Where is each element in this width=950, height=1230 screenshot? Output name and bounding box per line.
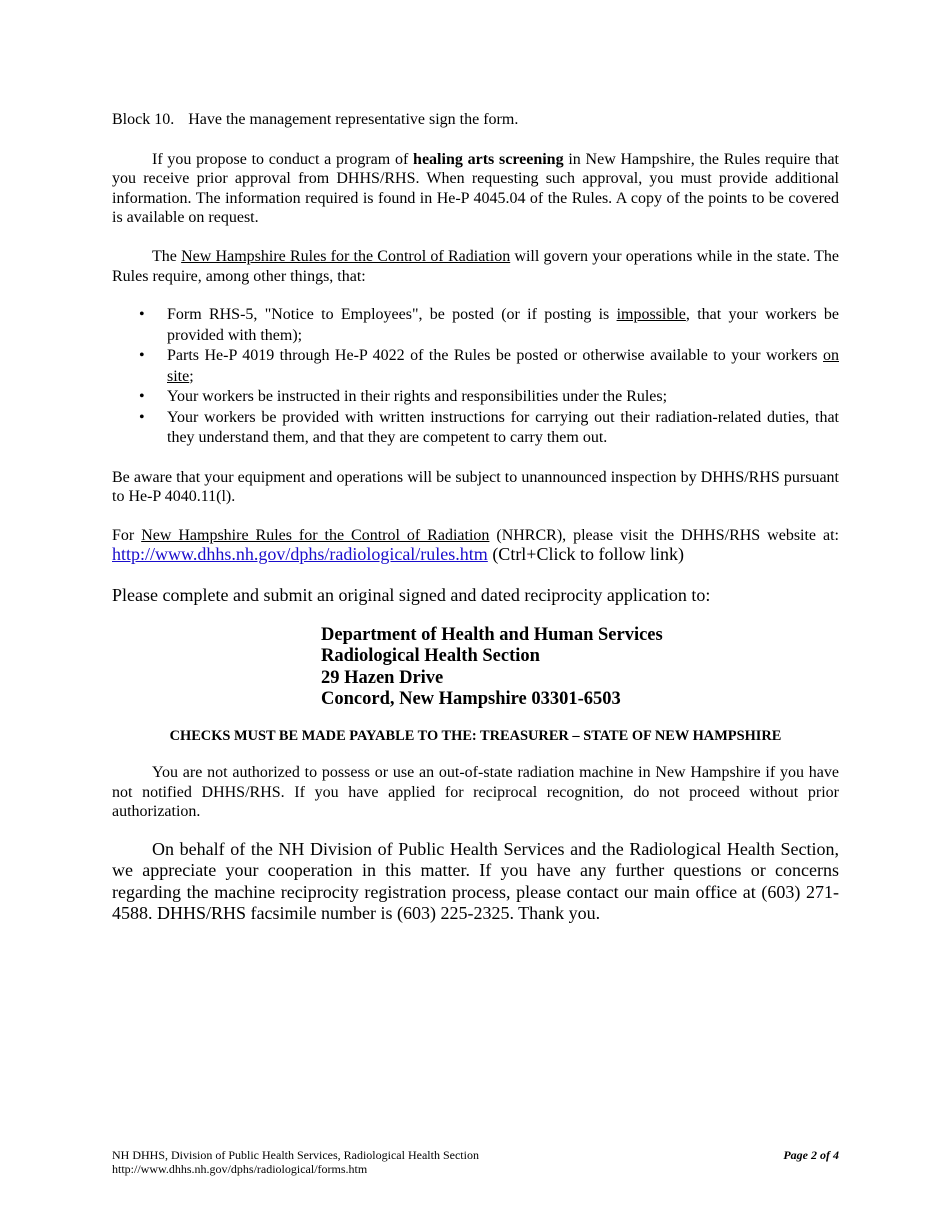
- rules-intro-pre: The: [152, 247, 182, 265]
- requirements-list: [112, 305, 839, 449]
- list-item: [112, 305, 839, 346]
- bullet-icon: •: [139, 347, 145, 365]
- rules-title-underlined: New Hampshire Rules for the Control of Radiation: [141, 526, 490, 544]
- block10-text: Have the management representative sign the form.: [188, 111, 519, 128]
- address-line: Department of Health and Human Services: [321, 624, 663, 645]
- nhrcr-paragraph: [112, 526, 839, 566]
- document-page: [112, 110, 839, 925]
- rules-intro-post: will govern your operations while in the state. The Rules require, among other things, that:: [112, 247, 839, 285]
- rules-website-link[interactable]: http://www.dhhs.nh.gov/dphs/radiological/rules.htm: [112, 544, 488, 565]
- list-item-text: Parts He-P 4019 through He-P 4022 of the Rules be posted or otherwise available to your workers: [167, 347, 823, 365]
- list-item-text: , that your workers be provided with them);: [167, 306, 839, 344]
- mailing-address: [321, 625, 839, 711]
- page-footer: [112, 1148, 839, 1176]
- footer-organization: NH DHHS, Division of Public Health Services, Radiological Health Section: [112, 1148, 479, 1162]
- healing-post: in New Hampshire, the Rules require that you receive prior approval from DHHS/RHS. When requesting such approval, you must provide additional information. The information required is found in He-P 4045.04 of the Rules. A copy of the points to be covered is available on request.: [112, 150, 839, 227]
- list-item-text: Your workers be instructed in their rights and responsibilities under the Rules;: [167, 388, 668, 406]
- address-line: 29 Hazen Drive: [321, 667, 444, 688]
- bullet-icon: •: [139, 388, 145, 406]
- list-item-text: Your workers be provided with written instructions for carrying out their radiation-related duties, that they understand them, and that they are competent to carry them out.: [167, 408, 839, 447]
- submit-instruction: Please complete and submit an original signed and dated reciprocity application to:: [112, 585, 711, 606]
- underlined-word: on site: [167, 347, 839, 385]
- address-line: Concord, New Hampshire 03301-6503: [321, 689, 621, 710]
- nhrcr-mid: (NHRCR), please visit the DHHS/RHS website at:: [489, 526, 839, 544]
- list-item: [112, 346, 839, 387]
- nhrcr-post: (Ctrl+Click to follow link): [487, 544, 684, 565]
- healing-arts-paragraph: [112, 150, 839, 228]
- list-item: [112, 408, 839, 449]
- bullet-icon: •: [139, 306, 145, 324]
- closing-paragraph: On behalf of the NH Division of Public Health Services and the Radiological Health Section, we appreciate your cooperation in this matter. If you have any further questions or concerns regarding the machine reciprocity registration process, please contact our main office at (603) 271-4588. DHHS/RHS facsimile number is (603) 225-2325. Thank you.: [112, 838, 839, 924]
- bullet-icon: •: [139, 408, 145, 426]
- rules-intro-paragraph: [112, 247, 839, 286]
- footer-url: http://www.dhhs.nh.gov/dphs/radiological/forms.htm: [112, 1162, 368, 1176]
- nhrcr-pre: For: [112, 526, 142, 544]
- authorization-paragraph: You are not authorized to possess or use an out-of-state radiation machine in New Hampshire if you have not notified DHHS/RHS. If you have applied for reciprocal recognition, do not proceed without prior authorization.: [112, 763, 839, 821]
- list-item-text: Form RHS-5, "Notice to Employees", be posted (or if posting is: [167, 306, 617, 324]
- healing-arts-bold: healing arts screening: [413, 150, 564, 168]
- list-item-text: ;: [189, 367, 194, 385]
- rules-title-underlined: New Hampshire Rules for the Control of Radiation: [181, 247, 511, 265]
- block10-instruction: [112, 110, 839, 130]
- underlined-word: impossible: [616, 306, 686, 324]
- block10-label: Block 10.: [112, 111, 175, 128]
- checks-payable-notice: CHECKS MUST BE MADE PAYABLE TO THE: TREASURER – STATE OF NEW HAMPSHIRE: [169, 727, 782, 744]
- inspection-paragraph: Be aware that your equipment and operations will be subject to unannounced inspection by DHHS/RHS pursuant to He-P 4040.11(l).: [112, 468, 839, 506]
- healing-pre: If you propose to conduct a program of: [152, 150, 414, 168]
- list-item: [112, 387, 839, 408]
- address-line: Radiological Health Section: [321, 646, 540, 667]
- page-number: Page 2 of 4: [783, 1148, 839, 1162]
